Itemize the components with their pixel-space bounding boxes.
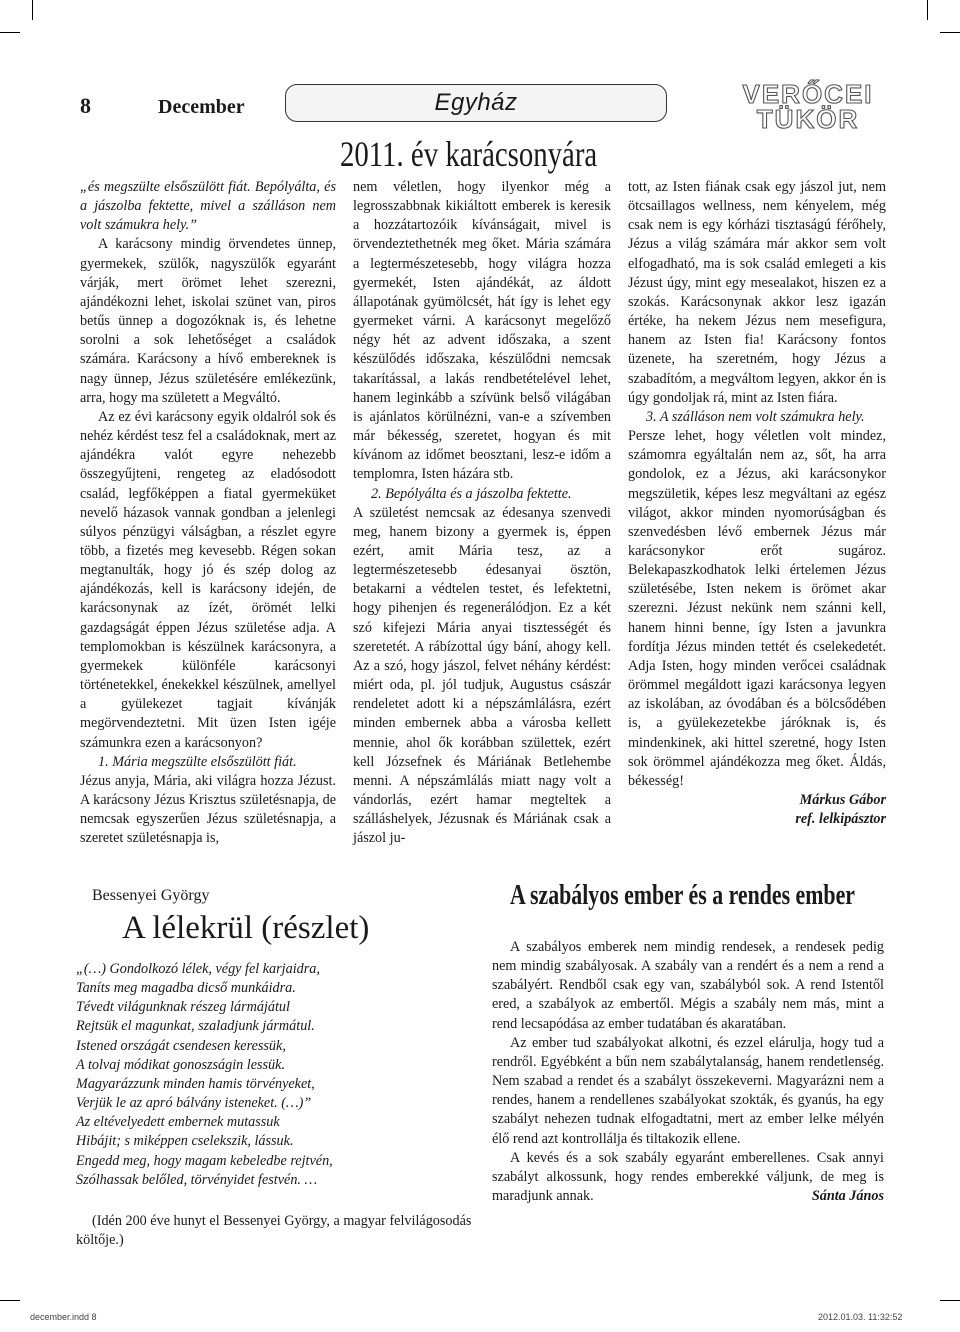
poem-line: Magyarázzunk minden hamis törvényeket,	[76, 1075, 315, 1092]
poem-author: Bessenyei György	[92, 887, 210, 904]
poem-line: Verjük le az apró bálvány isteneket. (…)”	[76, 1095, 312, 1112]
article-paragraph: A születést nemcsak az édesanya szenvedi meg, hanem bizony a gyermek is, éppen ezért, amit Mária tesz, az a legtermészetesebb édesanyai ösztön, betakarni a védtelen testet, és lefektetni, hogy pihenjen és regenerálódjon. Ez a két szó kifejezi Mária anyai tisztességét és szeretetét. A rábízottal úgy bání, ahogy kell. Az a szó, hogy jászol, felvet néhány kérdést: miért oda, pl. jól tudjuk, Augustus császár rendeletet adott ki a népszámlálásra, ezért minden embernek abba a városba kellett mennie, ahol ők korábban születtek, ezért kell Józsefnek és Máriának Betlehembe menni. A népszámlálás miatt nagy volt a vándorlás, ezért hamar megteltek a szálláshelyek, Jézusnak és Máriának csak a jászol ju-	[353, 504, 611, 847]
article-signature-name: Márkus Gábor	[799, 792, 886, 808]
article2-paragraph	[492, 1149, 884, 1206]
article-paragraph: A karácsony mindig örvendetes ünnep, gyermekek, szülők, nagyszülők egyaránt várják, mert örömet lehet szerezni, ajándékozni lehet, iskolai szünet van, piros betűs ünnep a dogozóknak is, és lehetne sorolni a sok lehetőséget a családok számára. Karácsony a hívő embereknek is nagy ünnep, Jézus születésére emlékezünk, arra, hogy ma született a Megváltó.	[80, 236, 336, 406]
masthead-line2: TÜKÖR	[756, 103, 860, 134]
footer-timestamp: 2012.01.03. 11:32:52	[818, 1312, 903, 1322]
poem-line: A tolvaj módikat gonoszságin lessük.	[76, 1056, 285, 1073]
article-subheading: 1. Mária megszülte elsőszülött fiát.	[98, 753, 297, 770]
article2-paragraph-text: A kevés és a sok szabály egyaránt emberellenes. Csak annyi szabályt alkossunk, hogy rendes emberekké váljunk, de meg is maradjunk annak.	[492, 1149, 884, 1205]
page-number: 8	[80, 93, 91, 118]
section-banner	[285, 84, 667, 122]
crop-mark-br-h	[940, 1300, 960, 1301]
article-paragraph: tott, az Isten fiának csak egy jászol jut, nem ötcsaillagos wellness, nem kényelem, még csak nem is egy kórházi tisztaságú férőhely, Jézus a világ számára már akkor sem volt elfogadható, ma is sok család emlegeti a kis Jézust úgy, mint egy mesealakot, hiszen ez a szokás. Karácsonynak akkor lesz igazán értéke, ha nekem Jézus nem mesefigura, hanem az Isten fia! Karácsony fontos üzenete, ha szeretném, hogy Jézus a szabadítóm, a megváltom legyen, akkor én is úgy gondoljak rá, mint az Isten fiára.	[628, 179, 886, 406]
masthead-logo	[728, 79, 888, 134]
poem-line: Tévedt világunknak részeg lármájátul	[76, 999, 290, 1016]
footer-file: december.indd 8	[30, 1312, 97, 1322]
article-paragraph: Persze lehet, hogy véletlen volt mindez, számomra egyáltalán nem az, sőt, ha arra gondolok, ez a Jézus, aki karácsonykor megszületik, képes lesz megváltani az egész világot, akkor minden nyomorúságban és szenvedésben lévő embernek Jézus már karácsonykor erőt sugároz. Belekapaszkodhatok lelki értelemen Jézus születésébe, Isten nekem is örömet akar szerezni. Jézust nekünk nem szánni kell, hanem hinni benne, így Isten a javunkra fordítja Jézus minden tettét és cselekedetét. Adja Isten, hogy minden verőcei családnak örömmel megáldott igazi karácsonya legyen az iskolában, az óvodában és a bölcsődében is, a gyülekezetekbe járóknak is, és mindenkinek, aki hittel szeretné, hogy Isten sok örömmel ajándékozza meg őket. Áldás, békesség!	[628, 428, 886, 789]
poem-title: A lélekrül (részlet)	[122, 910, 370, 946]
poem-line: Istened országát csendesen keressük,	[76, 1037, 286, 1054]
article-signature-role: ref. lelkipásztor	[795, 811, 886, 828]
article-column-1	[80, 178, 336, 848]
article-paragraph: Jézus anyja, Mária, aki világra hozza Jézust. A karácsony Jézus Krisztus születésnapja, de nemcsak egyszerűen Jézus születésnapja, a szeretet születésnapja is,	[80, 772, 336, 847]
poem-line: Rejtsük el magunkat, szaladjunk jármátul.	[76, 1018, 315, 1035]
crop-mark-tl-v	[32, 0, 33, 20]
article2-title: A szabályos ember és a rendes ember	[510, 880, 855, 911]
poem-body	[76, 960, 476, 1190]
poem-line: „(…) Gondolkozó lélek, végy fel karjaidra,	[76, 961, 320, 977]
article-column-3	[628, 178, 886, 829]
poem-note-text: (Idén 200 éve hunyt el Bessenyei György, a magyar felvilágosodás költője.)	[76, 1213, 472, 1249]
article-subheading: 2. Bepólyálta és a jászolba fektette.	[371, 485, 572, 502]
crop-mark-tr-v	[927, 0, 928, 20]
article-paragraph: Az ez évi karácsony egyik oldalról sok és nehéz kérdést tesz fel a családoknak, mert az ajándékra valót egyre nehezebb összegyűjteni, rengeteg az eladósodott család, legfőképpen a fiatal gyermeküket nevelő házasok vannak gondban a jelenlegi súlyos pénzügyi válságban, a részlet egyre több, a fizetés meg kevesebb. Régen sokan megtanulták, hogy jó és szép dolog az ajándékozás, kell is karácsony idején, de karácsonynak az ízét, örömét lelki gazdagságát éppen Jézus születése adja. A templomokban is készülnek karácsonyra, a gyermekek különféle karácsonyi történetekkel, énekekkel készülnek, amellyel a gyülekezet tagjait kívánják megörvendeztetni. Mit üzen Isten igéje számunkra ezen a karácsonyon?	[80, 408, 336, 751]
issue-month: December	[158, 96, 245, 118]
article-paragraph: „és megszülte elsőszülött fiát. Bepólyálta, és a jászolba fektette, mivel a szálláson nem volt számukra hely.”	[80, 179, 336, 234]
section-label: Egyház	[434, 89, 518, 116]
article-subheading: 3. A szálláson nem volt számukra hely.	[646, 408, 865, 425]
crop-mark-bl-h	[0, 1300, 20, 1301]
article2-paragraph: A szabályos emberek nem mindig rendesek, a rendesek pedig nem mindig szabályosak. A szabály van a rendért és a nem a rend a szabályért. Rendből csak egy van, szabályból sok. A rend Istentől ered, a szabályok az embertől. Mégis a szabály nem más, mint a rend lecsapódása az ember tudatában és akaratában.	[492, 939, 884, 1032]
article-title: 2011. év karácsonyára	[340, 134, 598, 174]
crop-mark-tr-h	[940, 32, 960, 33]
poem-note	[76, 1212, 476, 1250]
masthead-line1: VERŐCEI	[742, 79, 874, 109]
poem-line: Hibájit; s miképpen cselekszik, lássuk.	[76, 1133, 294, 1150]
poem-line: Taníts meg magadba dicső munkáidra.	[76, 980, 296, 997]
article2-body	[492, 938, 884, 1206]
poem-line: Az eltévelyedett embernek mutassuk	[76, 1114, 280, 1131]
poem-line: Engedd meg, hogy magam kebeledbe rejtvén,	[76, 1152, 333, 1169]
crop-mark-tl-h	[0, 32, 20, 33]
article-column-2	[353, 178, 611, 848]
article2-paragraph: Az ember tud szabályokat alkotni, és ezzel elárulja, hogy tud a rendről. Egyébként a bűn nem szabálytalanság, hanem rendetlenség. Nem szabad a rendet és a szabályt összekeverni. Magyarázni nem a rendes, hanem a rendellenes szabályokat szokták, és gyanús, ha egy szabályt nehezen tudnak elfogadtatni, mert az ember lelke mélyén élő rend azt kontrollálja és tiltakozik ellene.	[492, 1034, 884, 1147]
poem-line: Szólhassak belőled, törvényidet festvén. …	[76, 1171, 318, 1188]
article2-signature: Sánta János	[811, 1188, 884, 1205]
article-paragraph: nem véletlen, hogy ilyenkor még a legrosszabbnak kikiáltott emberek is keresik a hozzátartozóik kívánságait, mivel is örvendeztethetnék meg őket. Mária számára a legtermészetesebb, hogy világra hozza gyermekét, Isten ajándékát, az áldott állapotának gyümölcsét, hát így is lehet egy gyermeket várni. A karácsonyt megelőző négy hét az advent időszaka, a szent készülődés időszaka, készülődni nemcsak takarítással, a lakás rendbetételével lehet, hanem leginkább a szívünk belső világában is ajánlatos körülnézni, van-e a szívemben már békesség, szeretet, hogyan és mit kívánom az időmet beosztani, lesz-e időm a templomra, Isten házára stb.	[353, 179, 611, 483]
